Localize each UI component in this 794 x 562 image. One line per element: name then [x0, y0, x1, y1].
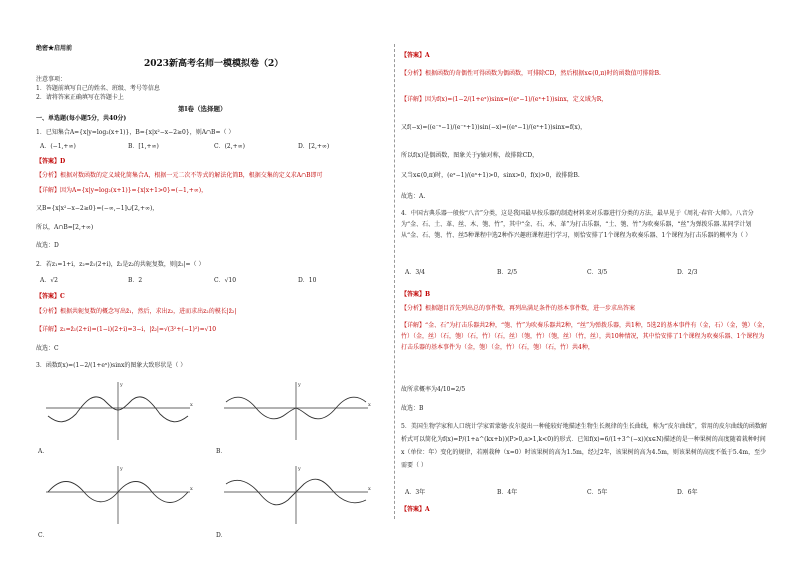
q1-detail: 又B={x|x²−x−2≥0}=(−∞,−1]∪[2,+∞)，	[36, 205, 159, 212]
graph-option-d	[222, 462, 372, 528]
q5-option-d: D．6年	[677, 489, 698, 496]
question-2-stem: 2．若z₁=1+i，z₂=z̄₁(2+i)，z̄₂是z₂的共轭复数，则|z̄₂|=（ ）	[36, 261, 205, 268]
q3-detail: 又当x∈(0,π)时，(eˣ−1)/(eˣ+1)>0，sinx>0，f(x)>0，故排除B.	[401, 172, 580, 179]
graph-label-d: D．	[216, 532, 227, 539]
q1-detail: 【详解】因为A={x|y=log₂(x+1)}={x|x+1>0}=(−1,+∞)，	[36, 187, 208, 194]
q3-answer: 【答案】A	[401, 52, 430, 59]
q2-choose: 故选：C	[36, 345, 59, 352]
q2-analysis: 【分析】根据共轭复数的概念写出z̄₁，然后，求出z₂，进而求出z₂的模长|z̄₂|	[36, 308, 237, 315]
q1-analysis: 【分析】根据对数函数的定义域化简集合A，根据一元二次不等式的解法化简B，根据交集的定义求A∩B即可	[36, 172, 323, 179]
q4-answer: 【答案】B	[401, 291, 431, 298]
svg-text:y: y	[298, 382, 301, 388]
question-5-stem: 5．美国生物学家和人口统计学家雷蒙德·皮尔提出一种能较好地描述生物生长规律的生长曲线，称为“皮尔曲线”，常用的皮尔曲线的函数解析式可以简化为f(x)=P/(1+a^(kx+b))(P>0,a>1,k<0)的形式．已知f(x)=6/(1+3^(−x))(x∈N)描述的是一种果树的高度随着栽种时间x（单位：年）变化的规律，若刚栽种（x=0）时该果树的高为1.5m，经过2年，该果树的高为4.5m，则该果树的高度不低于5.4m，至少需要（ ）	[401, 423, 767, 469]
q4-option-c: C．3/5	[587, 269, 608, 276]
q2-option-a: A．√2	[40, 277, 58, 284]
column-divider	[394, 44, 395, 519]
q1-option-a: A．(−1,+∞)	[40, 143, 76, 150]
notes-heading: 注意事项：	[36, 76, 67, 83]
svg-text:x: x	[368, 402, 371, 408]
svg-text:y: y	[120, 382, 123, 388]
q3-detail: 所以f(x)是偶函数，图象关于y轴对称，故排除CD，	[401, 152, 539, 159]
q4-option-d: D．2/3	[677, 269, 698, 276]
q4-analysis: 【分析】根据题目首先列出总的事件数，再列出满足条件的基本事件数，进一步求出答案	[401, 305, 636, 312]
graph-label-b: B．	[216, 448, 227, 455]
q2-answer: 【答案】C	[36, 293, 65, 300]
part-title: 第I卷（选择题）	[178, 105, 227, 113]
graph-label-a: A．	[38, 448, 49, 455]
q3-choose: 故选：A.	[401, 193, 426, 200]
note-item: 1．答题前填写自己的姓名、班级、考号等信息	[36, 85, 160, 92]
q4-option-a: A．3/4	[405, 269, 425, 276]
svg-text:x: x	[368, 486, 371, 492]
q5-answer: 【答案】A	[401, 506, 430, 513]
q5-option-c: C．5年	[587, 489, 608, 496]
q1-option-d: D．[2,+∞)	[298, 143, 330, 150]
question-3-stem: 3．函数f(x)=(1−2/(1+eˣ))sinx的图象大致形状是（ ）	[36, 362, 187, 369]
graph-option-c	[44, 462, 194, 528]
confidential-mark: 绝密★启用前	[36, 45, 73, 52]
svg-text:y: y	[120, 466, 123, 472]
section-title: 一、单选题(每小题5分，共40分)	[36, 115, 127, 122]
q1-choose: 故选：D	[36, 242, 59, 249]
q2-option-d: D．10	[298, 277, 317, 284]
q3-detail: 【详解】因为f(x)=(1−2/(1+eˣ))sinx=((eˣ−1)/(eˣ+1))sinx，定义域为R，	[401, 96, 608, 103]
q4-probability: 故所求概率为4/10=2/5	[401, 386, 466, 393]
q5-option-a: A．3年	[405, 489, 426, 496]
svg-text:x: x	[190, 402, 193, 408]
q2-detail: 【详解】z₂=z̄₁(2+i)=(1−i)(2+i)=3−i，|z̄₂|=√(3²+(−1)²)=√10	[36, 326, 217, 333]
q1-answer: 【答案】D	[36, 158, 66, 165]
graph-label-c: C．	[38, 532, 49, 539]
q2-option-b: B．2	[128, 277, 143, 284]
q3-analysis: 【分析】根据函数的奇偶性可得函数为偶函数，可排除CD，然后根据x∈(0,π)时的函数值可排除B.	[401, 70, 661, 77]
q5-option-b: B．4年	[497, 489, 518, 496]
note-item: 2．请将答案正确填写在答题卡上	[36, 94, 124, 101]
graph-option-b	[222, 378, 372, 444]
exam-title: 2023新高考名师一模模拟卷（2）	[144, 59, 284, 69]
q2-option-c: C．√10	[214, 277, 237, 284]
q1-option-b: B．[1,+∞)	[128, 143, 159, 150]
q4-choose: 故选：B	[401, 405, 424, 412]
q4-detail: 【详解】“金、石”为打击乐器共2种，“匏、竹”为吹奏乐器共2种，“丝”为弹拨乐器，共1种，5选2的基本事件有（金，石）（金，匏）（金，竹）（金，丝）（石，匏）（石，竹）（石，丝）（匏，竹）（匏，丝）（竹，丝），共10种情况，其中恰安排了1个课程为吹奏乐器、1个课程为打击乐器的基本事件为（金，匏）（金，竹）（石，匏）（石，竹）共4种，	[401, 322, 769, 351]
q3-detail: 又f(−x)=((e⁻ˣ−1)/(e⁻ˣ+1))sin(−x)=((eˣ−1)/(eˣ+1))sinx=f(x)，	[401, 124, 587, 131]
svg-text:y: y	[298, 466, 301, 472]
question-4-stem: 4．中国古典乐器一般按“八音”分类，这是我国最早按乐器的制造材料来对乐器进行分类的方法，最早见于《周礼·春官·大师》。八音分为“金、石、土、革、丝、木、匏、竹”，其中“金、石、木、革”为打击乐器，“土、匏、竹”为吹奏乐器，“丝”为弹拨乐器.某同学计划从“金、石、匏、竹、丝5种课程中选2种作兴趣班课程进行学习，则恰安排了1个课程为吹奏乐器、1个课程为打击乐器的概率为（ ）	[401, 210, 754, 239]
q1-option-c: C．(2,+∞)	[214, 143, 246, 150]
graph-option-a	[44, 378, 194, 444]
q4-option-b: B．2/5	[497, 269, 518, 276]
q1-detail: 所以，A∩B=[2,+∞)	[36, 224, 94, 231]
svg-text:x: x	[190, 486, 193, 492]
question-1-stem: 1．已知集合A={x|y=log₂(x+1)}，B={x|x²−x−2≥0}，则A∩B=（ ）	[36, 129, 235, 136]
